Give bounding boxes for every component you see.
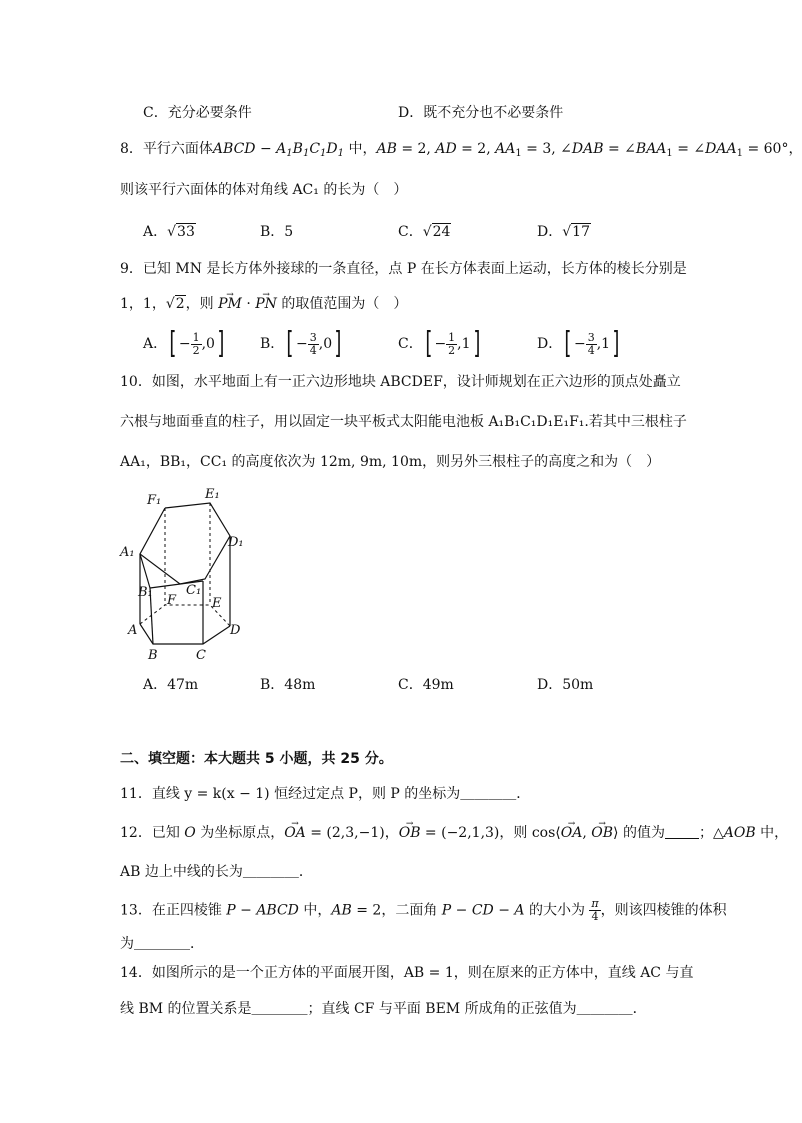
q13-stem-line1: 13．在正四棱锥 P − ABCD 中，AB = 2，二面角 P − CD − A 的大小为 $\frac{\pi}{4}$ ，则该四棱锥的体积 xyxy=(120,897,727,923)
label-b: B xyxy=(148,648,158,663)
q8-option-b: B．5 xyxy=(260,224,294,240)
q8-option-d: D．√17 xyxy=(537,224,590,240)
label-d1: D₁ xyxy=(228,535,244,550)
q10-option-b: B．48m xyxy=(260,677,316,693)
q9-option-b: B．[ − $\frac{3}{4}$ ,0] xyxy=(260,326,342,361)
q8-stem-line2: 则该平行六面体的体对角线 AC₁ 的长为（ ） xyxy=(120,182,408,198)
q9-option-d: D．[ − $\frac{3}{4}$ ,1] xyxy=(537,326,620,361)
label-a: A xyxy=(128,623,138,638)
label-e: E xyxy=(212,596,222,611)
q10-option-a: A．47m xyxy=(143,677,199,693)
label-a1: A₁ xyxy=(120,545,135,560)
q8-stem-line1: 8．平行六面体ABCD − $A_1B_1C_1D_1$ 中，AB = 2, AD = 2, $AA_1 = 3$, ∠DAB = $\angle BAA_1$ = $\angle DAA_1 = 60^\circ$， xyxy=(120,141,802,159)
label-c: C xyxy=(196,648,206,663)
q11-stem: 11．直线 y = k(x − 1) 恒经过定点 P，则 P 的坐标为＿＿＿＿． xyxy=(120,786,531,802)
q9-option-c: C．[ − $\frac{1}{2}$ ,1] xyxy=(398,326,480,361)
q14-stem-line2: 线 BM 的位置关系是＿＿＿＿；直线 CF 与平面 BEM 所成角的正弦值为＿＿＿＿． xyxy=(120,1001,647,1017)
q7-option-c: C．充分必要条件 xyxy=(143,105,252,121)
q7-option-d: D．既不充分也不必要条件 xyxy=(398,105,564,121)
q12-stem-line2: AB 边上中线的长为＿＿＿＿． xyxy=(120,864,313,880)
label-f: F xyxy=(167,593,177,608)
q9-stem-line1: 9．已知 MN 是长方体外接球的一条直径，点 P 在长方体表面上运动，长方体的棱长分别是 xyxy=(120,261,687,277)
q8-option-c: C．√24 xyxy=(398,224,451,240)
q10-stem-line2: 六根与地面垂直的柱子，用以固定一块平板式太阳能电池板 A₁B₁C₁D₁E₁F₁.若其中三根柱子 xyxy=(120,414,687,430)
q13-stem-line2: 为＿＿＿＿． xyxy=(120,936,204,952)
q10-option-c: C．49m xyxy=(398,677,454,693)
hexagon-prism-figure xyxy=(120,484,250,664)
q8-option-a: A．√33 xyxy=(143,224,195,240)
q12-stem-line1: 12．已知 O 为坐标原点，→ OA = (2,3,−1)，→ OB = (−2,1,3)，则 cos⟨→ OA, → OB⟩ 的值为 ；△AOB 中， xyxy=(120,823,788,843)
q14-stem-line1: 14．如图所示的是一个正方体的平面展开图，AB = 1，则在原来的正方体中，直线 AC 与直 xyxy=(120,965,694,981)
label-f1: F₁ xyxy=(147,493,162,508)
q9-option-a: A．[ − $\frac{1}{2}$ ,0] xyxy=(143,326,225,361)
q10-stem-line1: 10．如图，水平地面上有一正六边形地块 ABCDEF，设计师规划在正六边形的顶点处矗立 xyxy=(120,374,681,390)
label-c1: C₁ xyxy=(186,583,202,598)
label-b1: B₁ xyxy=(138,585,153,600)
q10-option-d: D．50m xyxy=(537,677,594,693)
q10-stem-line3: AA₁，BB₁，CC₁ 的高度依次为 12m, 9m, 10m，则另外三根柱子的高度之和为（ ） xyxy=(120,454,661,470)
q9-stem-line2: 1，1，√2，则 → PM · → PN 的取值范围为（ ） xyxy=(120,294,407,314)
label-e1: E₁ xyxy=(205,487,220,502)
section-fill-in-heading: 二、填空题：本大题共 5 小题，共 25 分。 xyxy=(120,751,393,767)
label-d: D xyxy=(230,623,241,638)
